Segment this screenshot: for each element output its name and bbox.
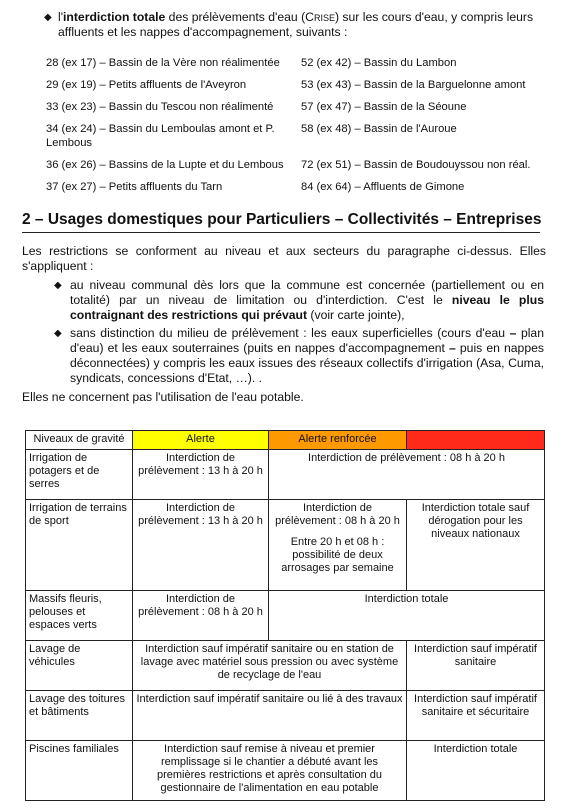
diamond-bullet-icon: ◆ [54, 328, 62, 339]
row-label: Lavage de véhicules [26, 641, 133, 691]
cell-crise: Interdiction totale [407, 741, 545, 801]
basin-item: 58 (ex 48) – Bassin de l'Auroue [301, 123, 457, 135]
cell-spacer [272, 528, 403, 536]
bullet-text: plan d'eau) et les eaux souterraines (puits en nappes d'accompagnement [70, 326, 544, 355]
bullet-milieu [54, 326, 544, 386]
bullet-text: sans distinction du milieu de prélèvement : les eaux superficielles (cours d'eau [70, 326, 510, 340]
cell-crise: Interdiction totale sauf dérogation pour les niveaux nationaux [407, 500, 545, 591]
paragraph-potable: Elles ne concernent pas l'utilisation de l'eau potable. [22, 390, 304, 404]
basin-row [46, 56, 546, 70]
header-alerte-renforcee: Alerte renforcée [269, 431, 407, 450]
basin-row [46, 78, 546, 92]
intro-text-mid: des prélèvements d'eau ( [165, 10, 306, 24]
cell-renforcee [269, 500, 407, 591]
basin-item: 52 (ex 42) – Bassin du Lambon [301, 57, 457, 69]
table-header-row [26, 431, 545, 450]
diamond-bullet-icon: ◆ [44, 12, 52, 23]
intro-bullet [44, 10, 538, 40]
basin-item: 37 (ex 27) – Petits affluents du Tarn [46, 181, 223, 193]
cell-renforcee-crise: Interdiction de prélèvement : 08 h à 20 h [269, 450, 545, 500]
table-row [26, 691, 545, 741]
basin-item: 28 (ex 17) – Bassin de la Vère non réalimentée [46, 57, 280, 69]
row-label: Irrigation de terrains de sport [26, 500, 133, 591]
bullet-text: puis en nappes déconnectées) y compris les eaux issues des réseaux collectifs d'irrigation (Asa, Cuma, syndicats, concessions d'Etat, …). . [70, 341, 544, 385]
restrictions-table [25, 430, 545, 801]
intro-text: l' [58, 10, 64, 24]
cell-crise: Interdiction sauf impératif sanitaire [407, 641, 545, 691]
paragraph-intro: Les restrictions se conforment au niveau et aux secteurs du paragraphe ci-dessus. Elles s'appliquent : [22, 244, 546, 273]
table-row [26, 450, 545, 500]
cell-renforcee-crise: Interdiction totale [269, 591, 545, 641]
basin-item: 57 (ex 47) – Bassin de la Séoune [301, 101, 467, 113]
basin-item: 84 (ex 64) – Affluents de Gimone [301, 181, 465, 193]
basin-item: 53 (ex 43) – Bassin de la Barguelonne amont [301, 79, 526, 91]
bullet-communal [54, 278, 544, 323]
table-row [26, 741, 545, 801]
diamond-bullet-icon: ◆ [54, 280, 62, 291]
cell-alerte-renforcee: Interdiction sauf impératif sanitaire ou lié à des travaux [133, 691, 407, 741]
bullet-dash: – [449, 341, 456, 355]
cell-crise: Interdiction sauf impératif sanitaire et sécuritaire [407, 691, 545, 741]
header-alerte: Alerte [133, 431, 269, 450]
cell-alerte-renforcee: Interdiction sauf impératif sanitaire ou en station de lavage avec matériel sous pression ou avec système de recyclage de l'eau [133, 641, 407, 691]
row-label: Piscines familiales [26, 741, 133, 801]
table-row [26, 500, 545, 591]
basin-item: 72 (ex 51) – Bassin de Boudouyssou non réal. [301, 159, 531, 171]
basin-item: 33 (ex 23) – Bassin du Tescou non réalimenté [46, 101, 274, 113]
intro-text-suffix: ) sur les cours d'eau, y compris leurs affluents et les nappes d'accompagnement, suivants : [58, 10, 534, 39]
crise-term: Crise [305, 10, 335, 24]
row-label: Massifs fleuris, pelouses et espaces verts [26, 591, 133, 641]
header-crise: Crise [407, 431, 545, 450]
basin-row [46, 100, 546, 114]
section-underline [22, 232, 540, 233]
basin-item: 29 (ex 19) – Petits affluents de l'Aveyron [46, 79, 247, 91]
section-title: 2 – Usages domestiques pour Particuliers – Collectivités – Entreprises [22, 211, 542, 228]
cell-renforcee-hours: Interdiction de prélèvement : 08 h à 20 h [275, 502, 400, 527]
table-row [26, 641, 545, 691]
basin-row [46, 158, 546, 172]
bullet-bold: niveau le plus contraignant des restrictions qui prévaut [70, 293, 544, 322]
bullet-tail: (voir carte jointe), [307, 308, 405, 322]
basin-list [46, 56, 546, 194]
row-label: Lavage des toitures et bâtiments [26, 691, 133, 741]
cell-alerte: Interdiction de prélèvement : 08 h à 20 h [133, 591, 269, 641]
basin-item: 36 (ex 26) – Bassins de la Lupte et du Lembous [46, 159, 284, 171]
bullet-text: au niveau communal dès lors que la commune est concernée (partiellement ou en totalité) par un niveau de limitation ou d'interdiction. C'est le [70, 278, 544, 307]
cell-renforcee-night: Entre 20 h et 08 h : possibilité de deux arrosages par semaine [281, 536, 394, 574]
cell-alerte-renforcee: Interdiction sauf remise à niveau et premier remplissage si le chantier a débuté avant les premières restrictions et après consultation du gestionnaire de l'alimentation en eau potable [133, 741, 407, 801]
header-gravite: Niveaux de gravité [26, 431, 133, 450]
cell-alerte: Interdiction de prélèvement : 13 h à 20 h [133, 450, 269, 500]
basin-row [46, 122, 546, 150]
table-row [26, 591, 545, 641]
bullet-dash: – [509, 326, 517, 340]
basin-item: 34 (ex 24) – Bassin du Lemboulas amont et P. Lembous [46, 123, 275, 149]
row-label: Irrigation de potagers et de serres [26, 450, 133, 500]
intro-bold: interdiction totale [63, 10, 166, 24]
basin-row [46, 180, 546, 194]
cell-alerte: Interdiction de prélèvement : 13 h à 20 h [133, 500, 269, 591]
